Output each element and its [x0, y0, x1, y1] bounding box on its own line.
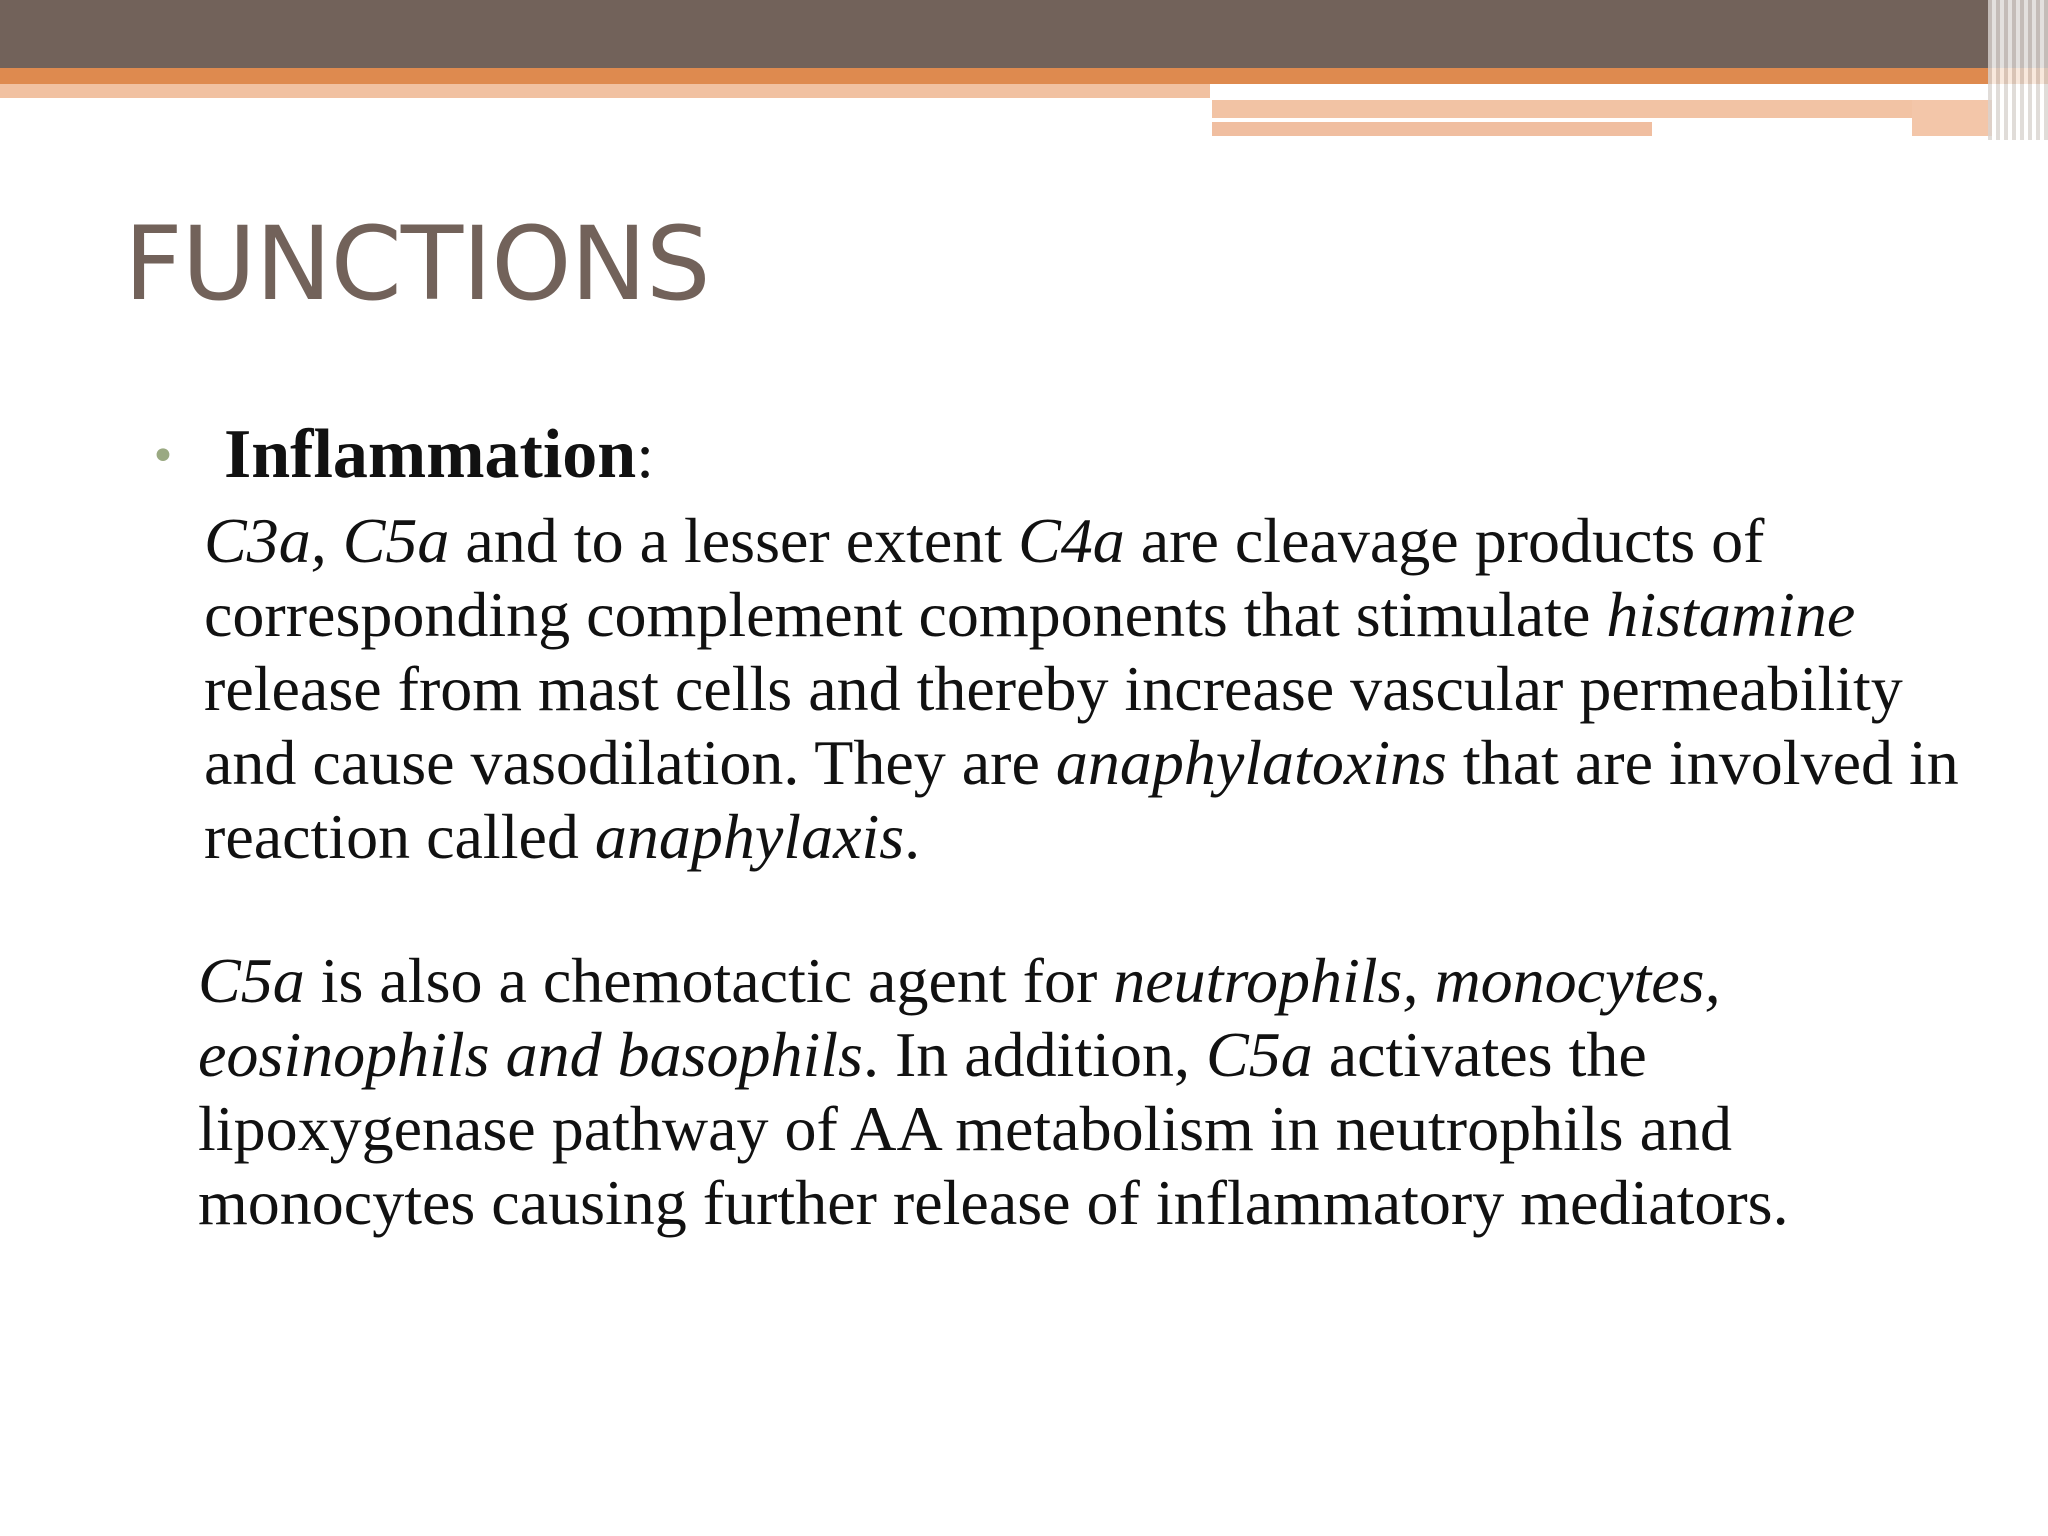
text-span: activates the lipoxygenase pathway of AA metabolism in neutrophils and monocytes causing further release of inflammatory mediators. [198, 1019, 1789, 1238]
text-span: that are involved in reaction called [204, 727, 1959, 872]
term-histamine: histamine [1606, 579, 1856, 650]
header-right-strip [1212, 122, 1652, 136]
term-anaphylatoxins: anaphylatoxins [1055, 727, 1447, 798]
header-accent-light-band [0, 84, 1210, 98]
paragraph-inflammation [150, 504, 1974, 874]
term-c5a: C5a [1206, 1019, 1313, 1090]
header-band [0, 0, 2048, 68]
text-span: release from mast cells and thereby increase vascular permeability and cause vasodilation. They are [204, 653, 1903, 798]
bullet-heading: Inflammation [224, 416, 637, 493]
term-c4a: C4a [1018, 505, 1125, 576]
slide-content [150, 418, 1980, 1240]
text-span: is also a chemotactic agent for [304, 945, 1114, 1016]
text-span: and to a lesser extent [449, 505, 1019, 576]
bullet-heading-wrap [224, 418, 654, 493]
text-span: . In addition, [862, 1019, 1206, 1090]
edge-stripes [1988, 0, 2048, 140]
header-right-strip [1212, 100, 1912, 118]
text-span: are cleavage products of corresponding complement components that stimulate [204, 505, 1765, 650]
slide-title: FUNCTIONS [124, 205, 710, 324]
bullet-icon: • [150, 431, 176, 482]
header-accent-band [0, 68, 2048, 84]
term-cell-types: neutrophils, monocytes, eosinophils and basophils [198, 945, 1721, 1090]
paragraph-c5a [150, 944, 1968, 1240]
bullet-colon: : [636, 420, 655, 491]
bullet-item [150, 418, 1980, 500]
term-anaphylaxis: anaphylaxis [594, 801, 905, 872]
header-right-strip [1912, 100, 1992, 136]
term-c3a-c5a: C3a, C5a [204, 505, 450, 576]
text-span: . [904, 801, 921, 872]
term-c5a: C5a [198, 945, 305, 1016]
